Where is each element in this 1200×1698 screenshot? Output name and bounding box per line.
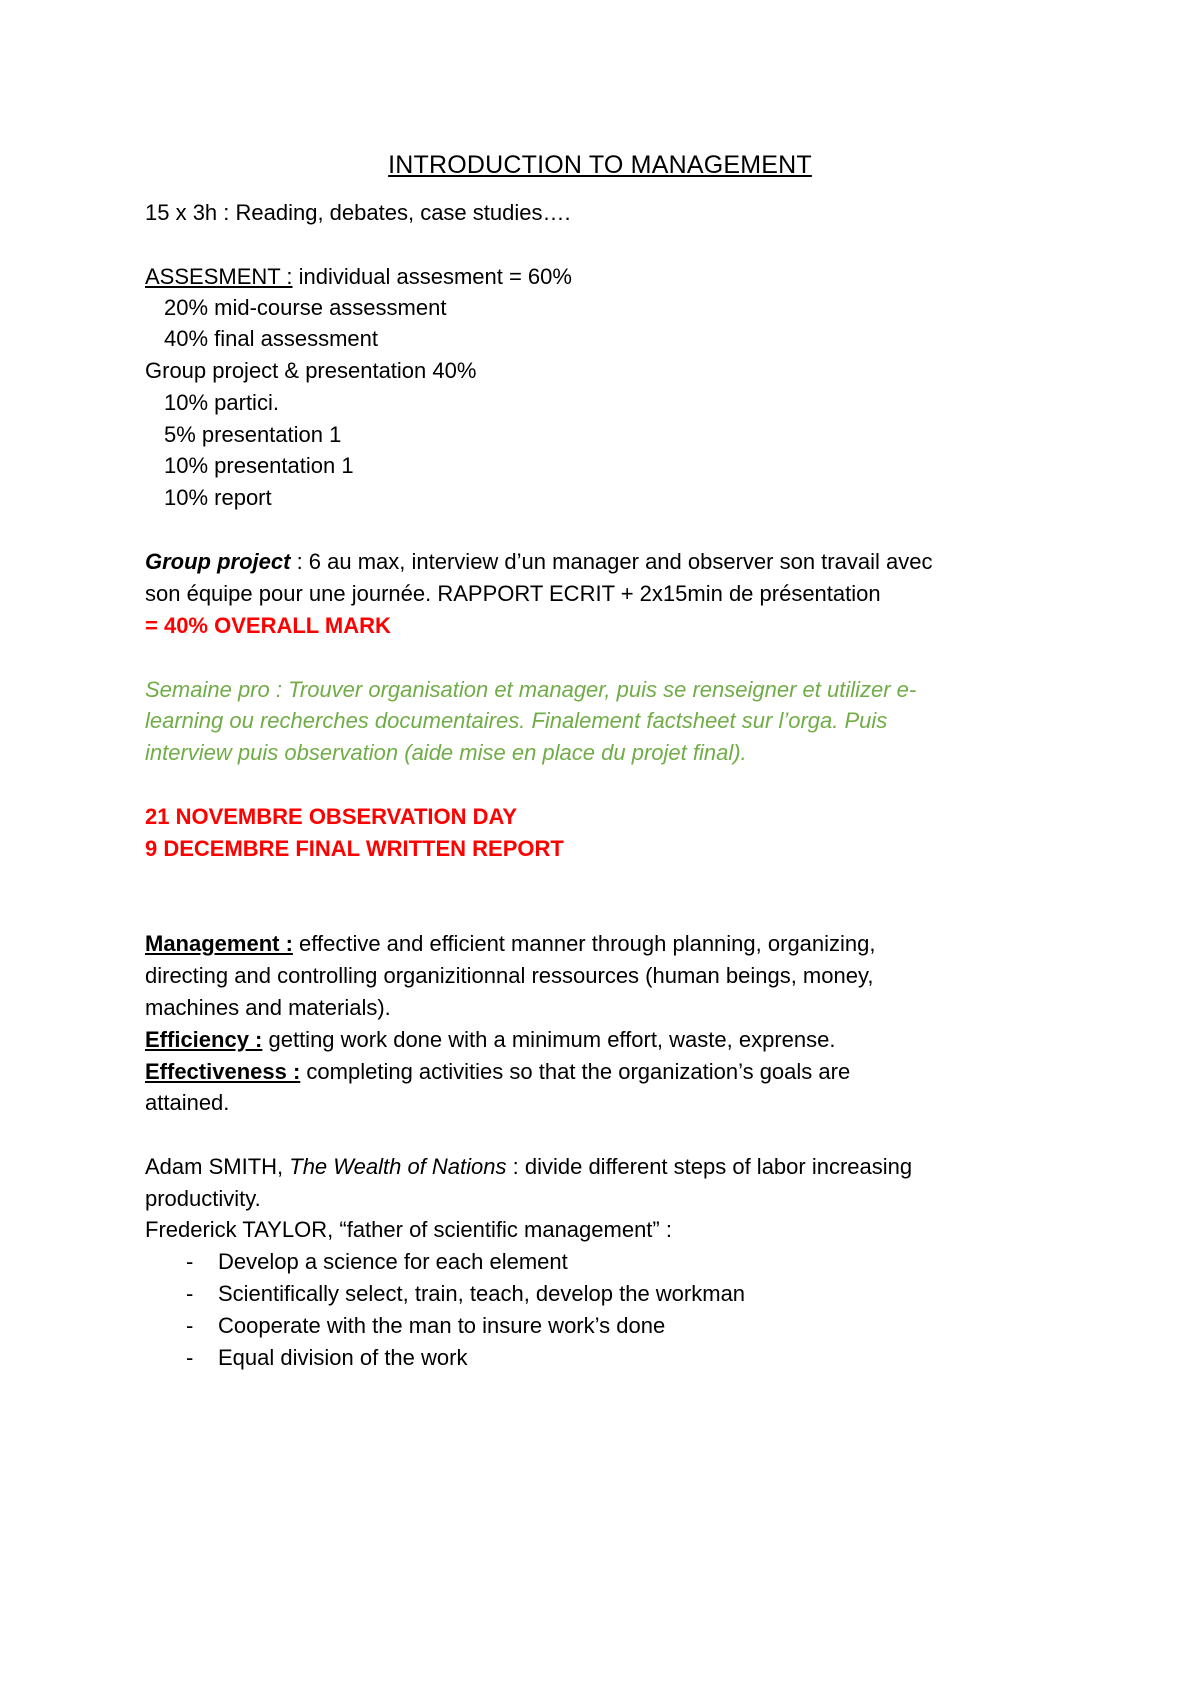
management-definition-line: directing and controlling organizitionnal ressources (human beings, money, [145, 963, 874, 988]
group-project-text: : 6 au max, interview d’un manager and observer son travail avec [290, 549, 933, 574]
efficiency-text: getting work done with a minimum effort, waste, exprense. [262, 1027, 836, 1052]
efficiency-label: Efficiency : [145, 1027, 263, 1052]
effectiveness-label: Effectiveness : [145, 1059, 301, 1084]
group-project-line [145, 547, 932, 577]
taylor-principle: Develop a science for each element [218, 1249, 568, 1274]
bullet-marker: - [186, 1345, 194, 1370]
management-label: Management : [145, 931, 293, 956]
efficiency-definition [145, 1025, 835, 1055]
effectiveness-definition [145, 1057, 850, 1087]
taylor-line: Frederick TAYLOR, “father of scientific management” : [145, 1217, 672, 1242]
assessment-sub-item: 40% final assessment [164, 326, 378, 351]
group-assessment-sub-item: 10% presentation 1 [164, 453, 354, 478]
adam-smith-text: : divide different steps of labor increasing [506, 1154, 913, 1179]
overall-mark: = 40% OVERALL MARK [145, 613, 391, 638]
semaine-pro-line: interview puis observation (aide mise en place du projet final). [145, 740, 747, 765]
assessment-text: individual assesment = 60% [292, 264, 572, 289]
date-final-report: 9 DECEMBRE FINAL WRITTEN REPORT [145, 836, 564, 861]
assessment-line [145, 262, 572, 292]
taylor-principle: Cooperate with the man to insure work’s done [218, 1313, 666, 1338]
management-definition-line: machines and materials). [145, 995, 391, 1020]
management-text: effective and efficient manner through planning, organizing, [292, 931, 876, 956]
assessment-label: ASSESMENT : [145, 264, 293, 289]
date-observation-day: 21 NOVEMBRE OBSERVATION DAY [145, 804, 518, 829]
effectiveness-definition-line: attained. [145, 1090, 230, 1115]
group-assessment-sub-item: 10% report [164, 485, 272, 510]
wealth-of-nations-title: The Wealth of Nations [289, 1154, 507, 1179]
document-title: INTRODUCTION TO MANAGEMENT [388, 151, 812, 179]
group-project-line-2: son équipe pour une journée. RAPPORT ECRIT + 2x15min de présentation [145, 581, 881, 606]
adam-smith-name: Adam SMITH, [145, 1154, 290, 1179]
taylor-principle: Scientifically select, train, teach, develop the workman [218, 1281, 746, 1306]
bullet-marker: - [186, 1281, 194, 1306]
assessment-sub-item: 20% mid-course assessment [164, 295, 447, 320]
group-assessment-sub-item: 5% presentation 1 [164, 422, 342, 447]
bullet-marker: - [186, 1249, 194, 1274]
bullet-marker: - [186, 1313, 194, 1338]
semaine-pro-line: Semaine pro : Trouver organisation et manager, puis se renseigner et utilizer e- [145, 677, 917, 702]
group-project-label: Group project [145, 549, 291, 574]
adam-smith-line-2: productivity. [145, 1186, 261, 1211]
management-definition [145, 929, 876, 959]
effectiveness-text: completing activities so that the organization’s goals are [300, 1059, 851, 1084]
taylor-principle: Equal division of the work [218, 1345, 468, 1370]
course-format-line: 15 x 3h : Reading, debates, case studies…. [145, 200, 571, 225]
group-assessment-line: Group project & presentation 40% [145, 358, 477, 383]
semaine-pro-line: learning ou recherches documentaires. Finalement factsheet sur l’orga. Puis [145, 708, 888, 733]
adam-smith-line [145, 1152, 912, 1182]
group-assessment-sub-item: 10% partici. [164, 390, 279, 415]
